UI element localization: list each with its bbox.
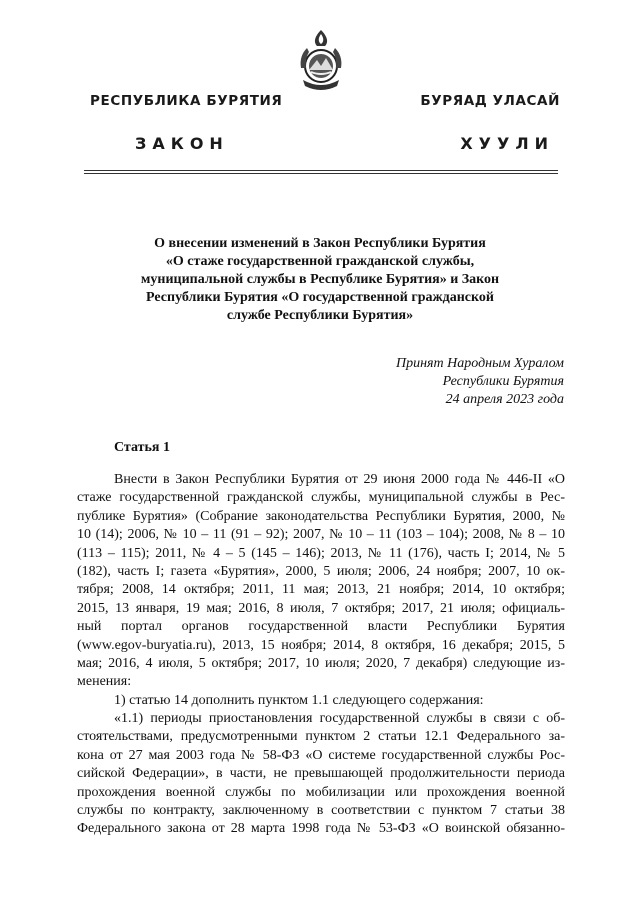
adoption-note xyxy=(396,355,564,409)
body-line: стаже государственной гражданской службы, муниципальной службы в Рес- xyxy=(77,490,565,506)
body-line: прохождения военной службы по мобилизации или прохождения военной xyxy=(77,784,565,800)
republic-name-buryat: БУРЯАД УЛАСАЙ xyxy=(420,93,560,109)
law-label-russian: ЗАКОН xyxy=(135,134,229,153)
header-rule-thin xyxy=(84,173,558,174)
adoption-line: Принят Народным Хуралом xyxy=(395,356,564,371)
body-line: стоятельствами, предусмотренными пунктом 2 статьи 12.1 Федерального за- xyxy=(77,729,565,745)
law-label-buryat: ХУУЛИ xyxy=(460,134,554,153)
body-line: (182), часть I; газета «Бурятия», 2000, 5 июля; 2006, 24 ноября; 2007, 10 ок- xyxy=(77,563,565,579)
body-line: ный портал органов государственной власти Республики Бурятия xyxy=(77,619,565,635)
body-line: публике Бурятия» (Собрание законодательства Республики Бурятия, 2000, № xyxy=(77,508,565,524)
body-line: тября; 2008, 14 октября; 2011, 11 мая; 2013, 21 ноября; 2014, 10 октября; xyxy=(77,582,565,598)
body-line: 1) статью 14 дополнить пунктом 1.1 следующего содержания: xyxy=(114,692,484,708)
body-line: (113 – 115); 2011, № 4 – 5 (145 – 146); 2013, № 11 (176), часть I; 2014, № 5 xyxy=(77,545,565,561)
article-body xyxy=(77,471,565,839)
coat-of-arms-emblem xyxy=(297,28,345,94)
title-line: службе Республики Бурятия» xyxy=(226,308,414,323)
law-title xyxy=(110,235,530,325)
title-line: Республики Бурятия «О государственной гражданской xyxy=(146,290,494,305)
body-line: 10 (14); 2006, № 10 – 11 (91 – 92); 2007, № 10 – 11 (103 – 104); 2008, № 8 – 10 xyxy=(77,527,565,543)
body-line: (www.egov-buryatia.ru), 2013, 15 ноября; 2014, 8 октября, 16 декабря; 2015, 5 xyxy=(77,637,565,653)
body-line: менения: xyxy=(77,674,132,690)
republic-name-russian: РЕСПУБЛИКА БУРЯТИЯ xyxy=(90,93,283,109)
body-line: «1.1) периоды приостановления государственной службы в связи с об- xyxy=(114,711,565,727)
adoption-line: Республики Бурятия xyxy=(442,374,564,389)
body-line: сийской Федерации», в части, не превышающей продолжительности периода xyxy=(77,766,565,782)
title-line: «О стаже государственной гражданской службы, xyxy=(165,254,475,269)
body-line: Федерального закона от 28 марта 1998 года № 53-ФЗ «О воинской обязанно- xyxy=(77,821,565,837)
title-line: О внесении изменений в Закон Республики Бурятия xyxy=(154,236,486,251)
article-heading: Статья 1 xyxy=(114,440,170,455)
body-line: мая; 2016, 4 июля, 5 октября; 2017, 10 июля; 2020, 7 декабря) следующие из- xyxy=(77,655,565,671)
body-line: службы по контракту, заключенному в соответствии с пунктом 7 статьи 38 xyxy=(77,803,565,819)
body-line: Внести в Закон Республики Бурятия от 29 июня 2000 года № 446-II «О xyxy=(114,472,565,487)
body-line: 2015, 13 января, 19 мая; 2016, 8 июля, 7 октября; 2017, 21 июля; официаль- xyxy=(77,600,565,616)
body-line: кона от 27 мая 2003 года № 58-ФЗ «О системе государственной службы Рос- xyxy=(77,747,565,763)
header-rule-thick xyxy=(84,170,558,171)
adoption-date: 24 апреля 2023 года xyxy=(445,392,564,407)
title-line: муниципальной службы в Республике Бурятия» и Закон xyxy=(140,272,500,287)
